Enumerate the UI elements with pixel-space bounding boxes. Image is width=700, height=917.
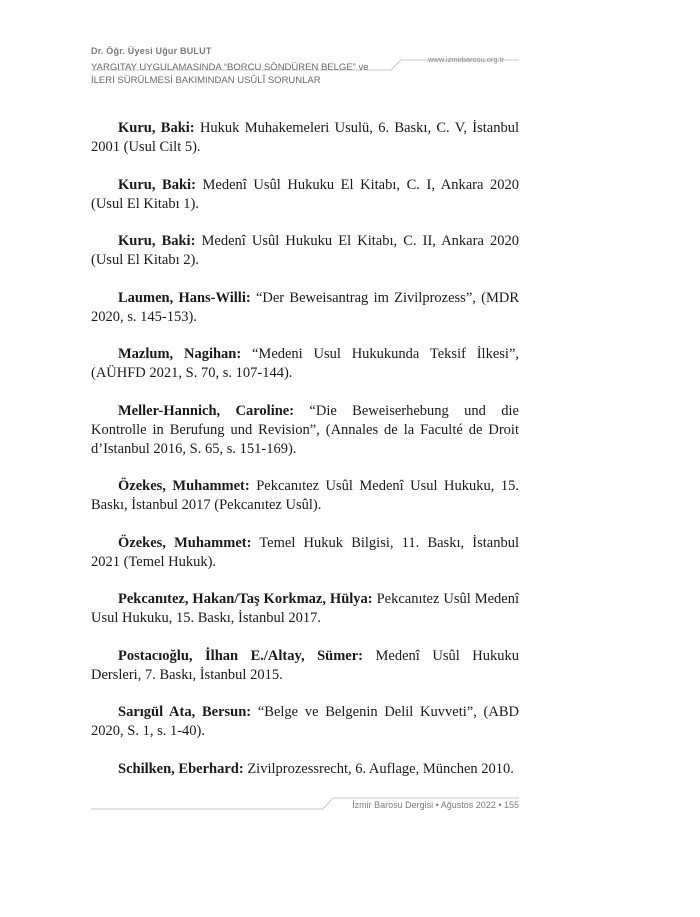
reference-entry — [91, 345, 519, 383]
reference-author: Mazlum, Nagihan: — [118, 346, 242, 362]
reference-entry — [91, 289, 519, 327]
reference-author: Postacıoğlu, İlhan E./Altay, Sümer: — [118, 647, 364, 664]
reference-author: Özekes, Muhammet: — [118, 534, 252, 551]
reference-entry — [91, 647, 519, 685]
header-title-line-1: YARGITAY UYGULAMASINDA “BORCU SÖNDÜREN BELGE” ve — [91, 62, 369, 73]
reference-author: Kuru, Baki: — [118, 176, 196, 193]
reference-text: Hukuk Muhakemeleri Usulü, 6. Baskı, C. V, İstanbul 2001 (Usul Cilt 5). — [91, 120, 520, 155]
reference-entry — [91, 590, 519, 628]
reference-entry — [91, 534, 519, 572]
reference-text: Zivilprozessrecht, 6. Auflage, München 2010. — [243, 760, 514, 777]
reference-text: Pekcanıtez Usûl Medenî Usul Hukuku, 15. Baskı, İstanbul 2017. — [91, 591, 519, 626]
reference-entry — [91, 119, 519, 157]
reference-text: Temel Hukuk Bilgisi, 11. Baskı, İstanbul 2021 (Temel Hukuk). — [91, 534, 519, 570]
reference-text: “Die Beweiserhebung und die Kontrolle in Berufung und Revision”, (Annales de la Faculté de Droit d’Istanbul 2016, S. 65, s. 151-169). — [91, 402, 519, 457]
reference-author: Laumen, Hans-Willi: — [118, 289, 251, 306]
reference-entry — [91, 402, 519, 459]
reference-entry — [91, 477, 519, 515]
reference-author: Pekcanıtez, Hakan/Taş Korkmaz, Hülya: — [118, 591, 373, 607]
header-author: Dr. Öğr. Üyesi Uğur BULUT — [91, 46, 212, 56]
reference-text: “Medeni Usul Hukukunda Teksif İlkesi”, (AÜHFD 2021, S. 70, s. 107-144). — [91, 346, 520, 381]
reference-text: Medenî Usûl Hukuku Dersleri, 7. Baskı, İstanbul 2015. — [91, 647, 519, 683]
reference-author: Kuru, Baki: — [118, 233, 196, 249]
reference-author: Kuru, Baki: — [118, 120, 195, 136]
reference-author: Sarıgül Ata, Bersun: — [118, 704, 252, 720]
bibliography-list — [91, 119, 519, 797]
reference-author: Özekes, Muhammet: — [118, 478, 250, 494]
reference-entry — [91, 760, 519, 779]
header-article-title — [91, 62, 411, 87]
reference-text: Medenî Usûl Hukuku El Kitabı, C. II, Ankara 2020 (Usul El Kitabı 2). — [91, 233, 519, 268]
header-title-line-2: İLERİ SÜRÜLMESİ BAKIMINDAN USÛLÎ SORUNLAR — [91, 74, 321, 86]
reference-text: Medenî Usûl Hukuku El Kitabı, C. I, Ankara 2020 (Usul El Kitabı 1). — [91, 176, 519, 212]
reference-text: Pekcanıtez Usûl Medenî Usul Hukuku, 15. Baskı, İstanbul 2017 (Pekcanıtez Usûl). — [91, 478, 520, 513]
reference-author: Schilken, Eberhard: — [118, 760, 244, 777]
footer-journal-info: İzmir Barosu Dergisi • Ağustos 2022 • 155 — [352, 800, 519, 810]
reference-entry — [91, 176, 519, 214]
reference-author: Meller-Hannich, Caroline: — [118, 402, 295, 419]
header-website: www.izmirbarosu.org.tr — [428, 55, 505, 64]
reference-entry — [91, 232, 519, 270]
reference-text: “Belge ve Belgenin Delil Kuvveti”, (ABD 2020, S. 1, s. 1-40). — [91, 704, 519, 739]
reference-text: “Der Beweisantrag im Zivilprozess”, (MDR 2020, s. 145-153). — [91, 289, 520, 325]
reference-entry — [91, 703, 519, 741]
